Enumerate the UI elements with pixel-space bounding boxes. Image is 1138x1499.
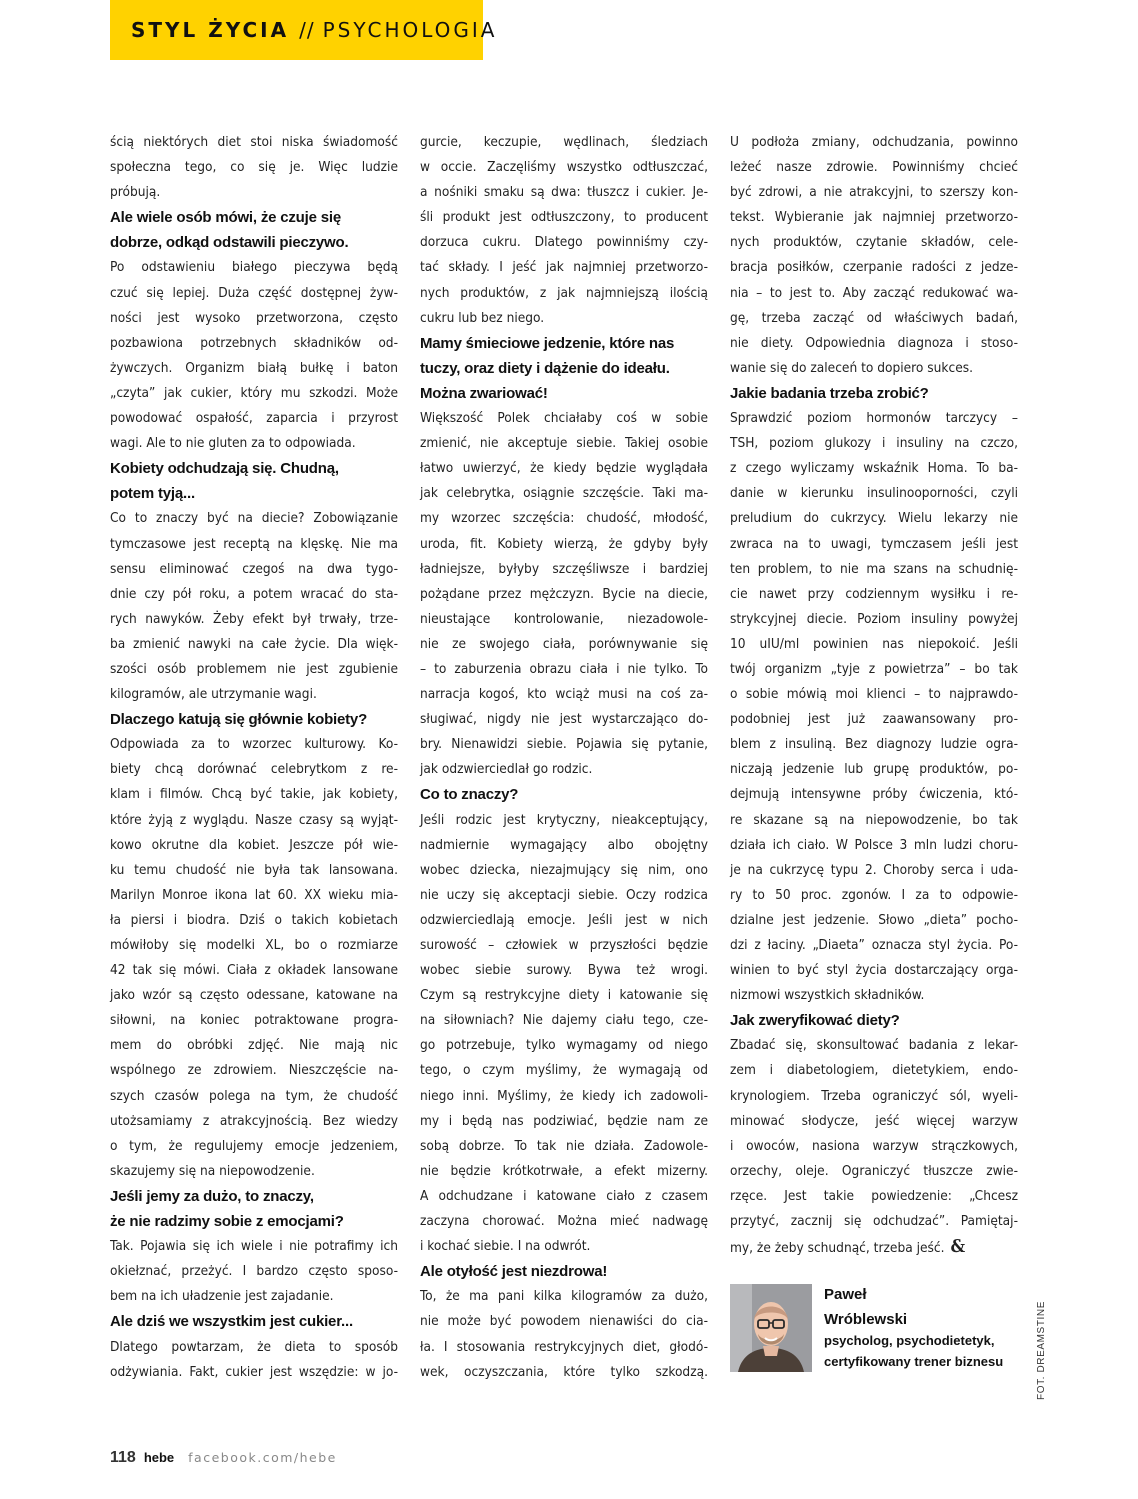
- text-line: dzialne jest jedzenie. Słowo „dieta” pocho-: [730, 911, 1018, 928]
- author-role: [824, 1330, 1034, 1372]
- question-heading: [730, 1008, 1018, 1033]
- text-line: łatwo uwierzyć, że kiedy będzie wyglądała: [420, 460, 708, 477]
- heading-line: Kobiety odchudzają się. Chudną,: [110, 460, 339, 478]
- paragraph: [420, 130, 708, 331]
- text-line: gurcie, keczupie, wędlinach, śledziach: [420, 134, 708, 150]
- text-line: Czym są restrykcyjne diety i katowanie się: [420, 987, 708, 1004]
- text-line: Odpowiada za to wzorzec kulturowy. Ko-: [110, 736, 398, 753]
- page-footer: [110, 1449, 337, 1469]
- text-line: leżeć nasze zdrowie. Powinniśmy chcieć: [730, 159, 1018, 176]
- text-line: my i będą nas podziwiać, będzie nam ze: [420, 1112, 708, 1129]
- footer-brand-logo: hebe: [143, 1450, 175, 1465]
- text-line: żywczych. Organizm białą bułkę i baton: [110, 359, 398, 376]
- paragraph: [730, 406, 1018, 1008]
- text-line: nych produktów, z jak najmniejszą ilością: [420, 284, 708, 301]
- paragraph: [110, 255, 398, 456]
- text-line: niczają jedzenie lub grupę produktów, po-: [730, 761, 1018, 778]
- text-line: odzwierciedlają emocje. Jeśli jest w nich: [420, 911, 708, 928]
- text-line: nadmiernie wymagający albo obojętny: [420, 836, 708, 853]
- text-line: wobec siebie surowy. Bywa też wrogi.: [420, 962, 708, 979]
- text-line: zem i diabetologiem, dietetykiem, endo-: [730, 1062, 1018, 1079]
- text-line: re skazane są na niepowodzenie, bo tak: [730, 811, 1018, 828]
- author-photo: [730, 1284, 812, 1372]
- text-line: Większość Polek chciałaby coś w sobie: [420, 410, 708, 427]
- text-line: gę, trzeba zacząć od właściwych badań,: [730, 309, 1018, 326]
- text-line: krynologiem. Trzeba ograniczyć sól, wyeli-: [730, 1087, 1018, 1104]
- text-line: Sprawdzić poziom hormonów tarczycy –: [730, 410, 1018, 427]
- photo-credit: FOT. DREAMSTINE: [1036, 1300, 1047, 1400]
- section-tag: [110, 0, 498, 60]
- text-line: jak odzwierciedlał go rodzic.: [420, 761, 593, 778]
- paragraph: [110, 1234, 398, 1309]
- text-line: – to zaburzenia obrazu ciała i nie tylko. To: [420, 660, 708, 677]
- text-line: tego, o czym myślimy, że wymagają od: [420, 1062, 708, 1079]
- text-line: Co to znaczy być na diecie? Zobowiązanie: [110, 510, 398, 527]
- text-line: cie nawet przy codziennym wysiłku i re-: [730, 585, 1018, 602]
- text-line: ła. I stosowania restrykcyjnych diet, głodó-: [420, 1338, 708, 1355]
- text-line: wspólnego ze zdrowiem. Nieszczęście na-: [110, 1062, 398, 1079]
- ampersand-end-icon: &: [950, 1236, 966, 1258]
- text-line: Tak. Pojawia się ich wiele i nie potrafimy ich: [110, 1238, 398, 1255]
- text-line: Marilyn Monroe ikona lat 60. XX wieku mia-: [110, 886, 398, 903]
- text-line: nia – to jest to. Aby zacząć redukować wa-: [730, 284, 1018, 301]
- section-name: STYL ŻYCIA: [131, 18, 290, 42]
- text-line: zmienić, nie akceptuje siebie. Takiej osobie: [420, 435, 708, 452]
- text-line: ry to 50 proc. zgonów. I za to odpowie-: [730, 886, 1018, 903]
- text-line: narracja kogoś, kto wciąż musi na coś za-: [420, 686, 708, 703]
- heading-line: Jak zweryfikować diety?: [730, 1012, 900, 1030]
- text-line: odżywiania. Fakt, cukier jest wszędzie: w jo-: [110, 1363, 398, 1380]
- text-line: A odchudzane i katowane ciało z czasem: [420, 1187, 708, 1204]
- paragraph: [730, 130, 1018, 381]
- paragraph: [110, 732, 398, 1184]
- text-line: tać składy. I jeść jak najmniej przetworzo-: [420, 259, 708, 276]
- heading-line: tuczy, oraz diety i dążenie do ideału.: [420, 359, 670, 377]
- text-line: orzechy, oleje. Ograniczyć tłuszcze zwie-: [730, 1162, 1018, 1179]
- text-line: szości osób problemem nie jest zgubienie: [110, 660, 398, 677]
- text-line: okiełznać, przeżyć. I bardzo często sposo-: [110, 1263, 398, 1280]
- text-line: a nośniki smaku są dwa: tłuszcz i cukier. Je-: [420, 184, 708, 201]
- question-heading: [110, 456, 398, 506]
- text-line: w occie. Zaczęliśmy wszystko odtłuszczać,: [420, 159, 708, 176]
- text-line-content: my, że żeby schudnąć, trzeba jeść.: [730, 1240, 945, 1257]
- text-line: na siłowniach? Nie dajemy ciału tego, cze-: [420, 1012, 708, 1029]
- text-line: jako wzór są często odessane, katowane na: [110, 987, 398, 1004]
- question-heading: [420, 1259, 708, 1284]
- subsection-name: PSYCHOLOGIA: [322, 18, 498, 42]
- text-line: winien to być styl życia dostarczający orga-: [730, 962, 1018, 979]
- heading-line: Co to znaczy?: [420, 786, 519, 804]
- text-line: utożsamiamy z atrakcyjnością. Bez wiedzy: [110, 1112, 398, 1129]
- author-name-last: Wróblewski: [824, 1311, 908, 1328]
- text-line: bracja posiłków, czerpanie radości z jedze-: [730, 259, 1018, 276]
- paragraph: [110, 1335, 398, 1385]
- text-line: nie uczy się akceptacji siebie. Oczy rodzica: [420, 886, 708, 903]
- text-line: przytyć, zacznij się odchudzać”. Pamiętaj-: [730, 1213, 1018, 1230]
- text-line: minować słodycze, jeść więcej warzyw: [730, 1112, 1018, 1129]
- heading-line: Ale wiele osób mówi, że czuje się: [110, 209, 341, 227]
- text-line: nie ze swojego ciała, porównywanie się: [420, 635, 708, 652]
- text-line: blem z insuliną. Bez diagnozy ludzie ogra-: [730, 736, 1018, 753]
- heading-line: Jakie badania trzeba zrobić?: [730, 384, 929, 402]
- paragraph: [110, 506, 398, 707]
- text-line: dorzuca cukru. Dlatego powinniśmy czy-: [420, 234, 708, 251]
- text-line: Jeśli rodzic jest krytyczny, nieakceptujący,: [420, 811, 708, 828]
- text-line: ścią niektórych diet stoi niska świadomość: [110, 134, 398, 150]
- paragraph: [730, 1033, 1018, 1261]
- text-line: z czego wyliczamy wskaźnik Homa. To ba-: [730, 460, 1018, 477]
- text-line: To, że ma pani kilka kilogramów za dużo,: [420, 1288, 708, 1305]
- text-line: 10 uIU/ml powinien nas niepokoić. Jeśli: [730, 635, 1018, 652]
- text-line: zaczyna chorować. Można mieć nadwagę: [420, 1213, 708, 1230]
- text-line: 42 tak się mówi. Ciała z okładek lansowane: [110, 962, 398, 979]
- text-line: tymczasowe jest receptą na klęskę. Nie ma: [110, 535, 398, 552]
- text-line: twój organizm „tyje z powietrza” – bo tak: [730, 660, 1018, 677]
- text-line: sługiwać, nigdy nie jest wystarczająco do-: [420, 711, 708, 728]
- question-heading: [110, 205, 398, 255]
- text-line: rzęce. Jest takie powiedzenie: „Chcesz: [730, 1187, 1018, 1204]
- text-line: nieustające kontrolowanie, niezadowole-: [420, 610, 708, 627]
- text-line: tekst. Wybieranie jak najmniej przetworzo-: [730, 209, 1018, 226]
- text-line: pozbawiona potrzebnych składników od-: [110, 334, 398, 351]
- article-column-3: [730, 130, 1018, 1261]
- question-heading: [110, 1184, 398, 1234]
- text-line: ku temu chudość nie była tak lansowana.: [110, 861, 398, 878]
- text-line: kilogramów, ale utrzymanie wagi.: [110, 686, 317, 703]
- heading-line: Mamy śmieciowe jedzenie, które nas: [420, 334, 675, 352]
- heading-line: Ale otyłość jest niezdrowa!: [420, 1263, 608, 1281]
- text-line: strykcyjnej diecie. Poziom insuliny powyżej: [730, 610, 1018, 627]
- author-role-line: psycholog, psychodietetyk,: [824, 1333, 995, 1348]
- text-line: sobą dobrze. To tak nie działa. Zadowole-: [420, 1137, 708, 1154]
- text-line: siłowni, na koniec potraktowane progra-: [110, 1012, 398, 1029]
- question-heading: [730, 381, 1018, 406]
- paragraph: [110, 130, 398, 205]
- footer-url[interactable]: facebook.com/hebe: [188, 1450, 337, 1465]
- text-line: Dlatego powtarzam, że dieta to sposób: [110, 1338, 398, 1355]
- text-line: śli produkt jest odtłuszczony, to producent: [420, 209, 708, 226]
- author-role-line: certyfikowany trener biznesu: [824, 1354, 1004, 1369]
- text-line: „czyta” jak cukier, który mu szkodzi. Może: [110, 384, 398, 401]
- text-line: go potrzebuje, tylko wymagamy od niego: [420, 1037, 708, 1054]
- text-line: być zdrowi, a nie atrakcyjni, to szerszy kon-: [730, 184, 1018, 201]
- text-line: ten problem, to nie ma szans na schudnię-: [730, 560, 1018, 577]
- text-line: uroda, fit. Kobiety wierzą, że gdyby były: [420, 535, 708, 552]
- text-line: nizmowi wszystkich składników.: [730, 987, 925, 1004]
- text-line: U podłoża zmiany, odchudzania, powinno: [730, 134, 1018, 150]
- article-column-2: [420, 130, 708, 1385]
- text-line: surowość – człowiek w przyszłości będzie: [420, 937, 708, 953]
- paragraph: [420, 808, 708, 1260]
- text-line: mem do obróbki zdjęć. Nie mają nic: [110, 1037, 398, 1054]
- heading-line: Można zwariować!: [420, 384, 548, 402]
- text-line: ności jest wysoko przetworzona, często: [110, 309, 398, 326]
- text-line: niego inni. Myślimy, że kiedy ich zadowoli-: [420, 1087, 708, 1104]
- text-line: ba zmienić nawyki na całe życie. Dla więk-: [110, 635, 398, 652]
- paragraph: [420, 406, 708, 782]
- heading-line: Jeśli jemy za dużo, to znaczy,: [110, 1187, 314, 1205]
- text-line: nie diety. Odpowiednia diagnoza i stoso-: [730, 334, 1018, 351]
- heading-line: Ale dziś we wszystkim jest cukier...: [110, 1313, 353, 1331]
- text-line: rych nawyków. Żeby efekt był trwały, trze-: [110, 610, 398, 627]
- text-line: dejmują intensywne próby ćwiczenia, któ-: [730, 786, 1018, 803]
- text-line: dzi z łaciny. „Diaeta” oznacza styl życia. Po-: [730, 937, 1018, 953]
- text-line: o sobie mówią moi klienci – to najprawdo-: [730, 686, 1018, 703]
- text-line: wanie się do zaleceń to dopiero sukces.: [730, 359, 973, 376]
- text-line: nie może być powodem nienawiści do cia-: [420, 1313, 708, 1330]
- heading-line: dobrze, odkąd odstawili pieczywo.: [110, 234, 349, 252]
- text-line: Po odstawieniu białego pieczywa będą: [110, 259, 398, 276]
- text-line: bry. Nienawidzi siebie. Pojawia się pytanie,: [420, 736, 708, 753]
- text-line: cukru lub bez niego.: [420, 309, 545, 326]
- text-line: czuć się lepiej. Duża część dostępnej żyw-: [110, 284, 398, 301]
- text-line: klam i filmów. Chcą być takie, jak kobiety,: [110, 786, 398, 803]
- heading-line: Dlaczego katują się głównie kobiety?: [110, 711, 368, 729]
- question-heading: [110, 1309, 398, 1334]
- heading-line: potem tyją...: [110, 485, 195, 503]
- text-line: społeczna tego, co się je. Więc ludzie: [110, 159, 398, 176]
- author-portrait-illustration: [730, 1284, 812, 1372]
- text-line: sensu eliminować czegoś na dwa tygo-: [110, 560, 398, 577]
- heading-line: że nie radzimy sobie z emocjami?: [110, 1213, 344, 1231]
- text-line: kowo okrutne dla kobiet. Jeszcze pół wie-: [110, 836, 398, 853]
- question-heading: [420, 782, 708, 807]
- text-line: próbują.: [110, 184, 161, 201]
- text-line: które żyją z wyglądu. Nasze czasy są wyjąt-: [110, 811, 398, 828]
- text-line: szych czasów polega na tym, że chudość: [110, 1087, 398, 1104]
- text-line: o tym, że regulujemy emocje jedzeniem,: [110, 1137, 398, 1154]
- text-line: preludium do cukrzycy. Wielu lekarzy nie: [730, 510, 1018, 527]
- section-separator: //: [299, 18, 315, 42]
- text-line: [730, 1234, 1018, 1261]
- text-line: pożądane przez mężczyzn. Bycie na diecie,: [420, 585, 708, 602]
- text-line: Zbadać się, skonsultować badania z lekar-: [730, 1037, 1018, 1054]
- text-line: TSH, poziom glukozy i insuliny na czczo,: [730, 435, 1018, 452]
- text-line: i kochać siebie. I na odwrót.: [420, 1238, 591, 1255]
- text-line: danie w kierunku insulinooporności, czyli: [730, 485, 1018, 502]
- text-line: wobec dziecka, niezajmujący się nim, ono: [420, 861, 708, 878]
- question-heading: [420, 331, 708, 406]
- text-line: mówiłoby się modelki XL, bo o rozmiarze: [110, 937, 398, 953]
- text-line: zwraca na to uwagi, tymczasem jeśli jest: [730, 535, 1018, 552]
- text-line: wagi. Ale to nie gluten za to odpowiada.: [110, 435, 356, 452]
- text-line: my wzorzec szczęścia: chudość, młodość,: [420, 510, 708, 527]
- paragraph: [420, 1284, 708, 1384]
- article-column-1: [110, 130, 398, 1385]
- question-heading: [110, 707, 398, 732]
- author-box: [730, 1284, 1030, 1374]
- text-line: jak celebrytka, osiągnie szczęście. Taki ma-: [420, 485, 708, 502]
- text-line: biety chcą dorównać celebrytkom z re-: [110, 761, 398, 778]
- text-line: ładniejsze, byłyby szczęśliwsze i bardziej: [420, 560, 708, 577]
- text-line: powodować ospałość, zaparcia i przyrost: [110, 410, 398, 427]
- text-line: nych produktów, czytanie składów, cele-: [730, 234, 1018, 251]
- author-name: [824, 1282, 1034, 1332]
- page-number: 118: [110, 1449, 136, 1466]
- author-name-first: Paweł: [824, 1286, 867, 1303]
- text-line: podobniej jest już zaawansowany pro-: [730, 711, 1018, 728]
- text-line: ła piersi i biodra. Dziś o takich kobietach: [110, 911, 398, 928]
- text-line: nie będzie krótkotrwałe, a efekt mizerny.: [420, 1162, 708, 1179]
- text-line: je na cukrzycę typu 2. Choroby serca i uda-: [730, 861, 1018, 878]
- text-line: skazujemy się na niepowodzenie.: [110, 1162, 315, 1179]
- text-line: i owoców, nasiona warzyw strączkowych,: [730, 1137, 1018, 1154]
- text-line: dnie czy pół roku, a potem wracać do sta-: [110, 585, 398, 602]
- text-line: działa ich ciało. W Polsce 3 mln ludzi choru-: [730, 836, 1018, 853]
- text-line: bem na ich uładzenie jest zajadanie.: [110, 1288, 334, 1305]
- text-line: wek, oczyszczania, które tylko szkodzą.: [420, 1363, 708, 1380]
